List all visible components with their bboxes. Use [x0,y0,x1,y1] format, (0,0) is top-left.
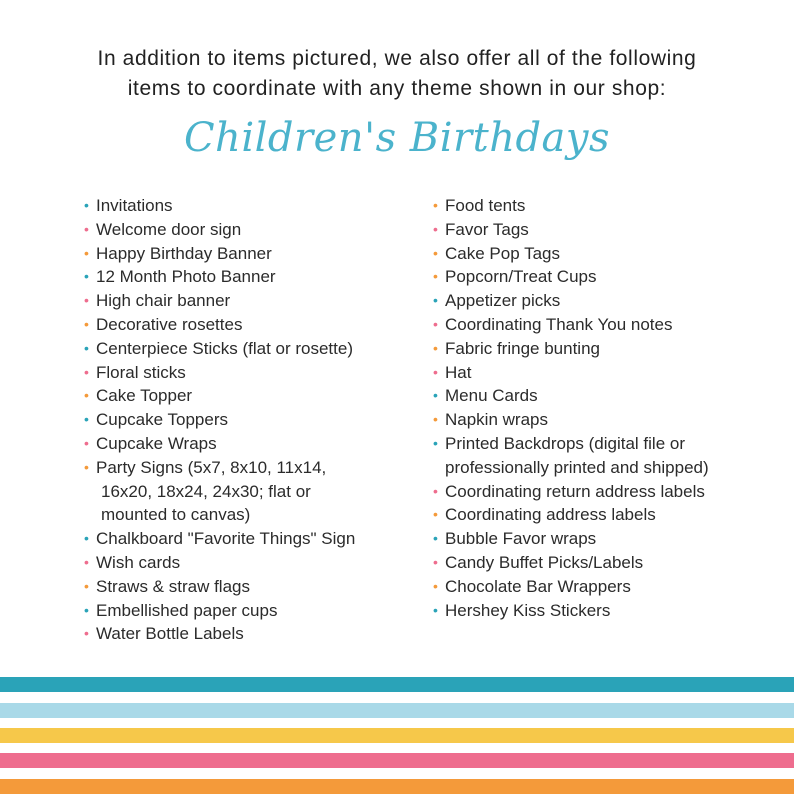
list-item-label: Candy Buffet Picks/Labels [445,552,644,572]
list-item [84,622,414,646]
bullet-icon: • [84,244,89,261]
stripe-pink [0,753,794,768]
bullet-icon: • [84,601,89,618]
list-item [84,289,414,313]
bullet-icon: • [433,363,438,380]
list-item [84,527,414,551]
list-item [84,313,414,337]
bullet-icon: • [84,339,89,356]
list-item [84,218,414,242]
list-item-label: Coordinating address labels [445,505,656,525]
bullet-icon: • [84,625,89,642]
list-item-label: Cupcake Wraps [96,433,217,453]
bullet-icon: • [433,577,438,594]
bullet-icon: • [433,506,438,523]
list-item-label: Decorative rosettes [96,314,243,334]
list-item-label: Wish cards [96,552,181,572]
list-item-label: Coordinating Thank You notes [445,314,673,334]
list-item-line: Party Signs (5x7, 8x10, 11x14, [96,457,327,477]
bullet-icon: • [433,268,438,285]
list-item [84,361,414,385]
list-item [84,242,414,266]
stripe-yellow [0,728,794,743]
decorative-stripes [0,677,794,794]
bullet-icon: • [433,434,438,451]
list-item-label: Hershey Kiss Stickers [445,600,611,620]
bullet-icon: • [433,339,438,356]
list-item-label: Floral sticks [96,362,186,382]
right-item-list [433,194,773,622]
bullet-icon: • [433,220,438,237]
list-item [84,194,414,218]
list-item-label: Menu Cards [445,386,538,406]
bullet-icon: • [433,411,438,428]
list-item [433,551,773,575]
list-item [433,575,773,599]
bullet-icon: • [84,220,89,237]
list-item [433,361,773,385]
list-item-label: Bubble Favor wraps [445,529,597,549]
bullet-icon: • [84,530,89,547]
list-item [433,265,773,289]
list-item-label: Happy Birthday Banner [96,243,272,263]
list-item [433,384,773,408]
intro-line-2: items to coordinate with any theme shown in our shop: [127,77,667,100]
list-item-label: Chalkboard "Favorite Things" Sign [96,529,356,549]
bullet-icon: • [433,530,438,547]
list-item [433,599,773,623]
list-item-label: Appetizer picks [445,291,561,311]
list-item [433,218,773,242]
bullet-icon: • [433,292,438,309]
bullet-icon: • [84,268,89,285]
list-item [433,313,773,337]
list-item-label: Hat [445,362,472,382]
stripe-light-blue [0,703,794,718]
list-item-label: Chocolate Bar Wrappers [445,576,631,596]
page-title: Children's Birthdays [183,115,611,161]
list-item-label: Water Bottle Labels [96,624,244,644]
list-item-label: Centerpiece Sticks (flat or rosette) [96,338,353,358]
list-item-label: Embellished paper cups [96,600,278,620]
list-item [84,265,414,289]
bullet-icon: • [84,458,89,475]
list-item [433,194,773,218]
list-item-label: Popcorn/Treat Cups [445,267,597,287]
bullet-icon: • [84,577,89,594]
list-item-label: Cake Pop Tags [445,243,560,263]
bullet-icon: • [84,363,89,380]
bullet-icon: • [433,387,438,404]
bullet-icon: • [433,553,438,570]
intro-text [0,44,794,104]
list-item [433,242,773,266]
list-item [84,432,414,456]
left-item-list [84,194,414,646]
stripe-orange [0,779,794,794]
list-item [84,599,414,623]
list-item [84,384,414,408]
list-item-label: Cupcake Toppers [96,410,228,430]
list-item [84,575,414,599]
list-item [84,551,414,575]
list-item-line: 16x20, 18x24, 24x30; flat or [101,481,311,501]
bullet-icon: • [84,434,89,451]
bullet-icon: • [84,553,89,570]
list-item-label [96,456,326,527]
list-item-label: Food tents [445,196,526,215]
list-item [433,289,773,313]
list-item-label [445,432,709,480]
list-item [433,432,773,480]
list-item [84,408,414,432]
bullet-icon: • [433,601,438,618]
list-item-line: mounted to canvas) [101,505,251,525]
list-item-label: Cake Topper [96,386,193,406]
list-item-label: 12 Month Photo Banner [96,267,276,287]
list-item [433,408,773,432]
list-item-label: Napkin wraps [445,410,548,430]
bullet-icon: • [84,292,89,309]
list-item-label: Invitations [96,196,173,215]
list-item-label: Welcome door sign [96,219,242,239]
bullet-icon: • [84,197,89,213]
list-item [84,456,414,527]
stripe-teal [0,677,794,692]
list-item-label: Fabric fringe bunting [445,338,600,358]
list-item [433,527,773,551]
list-item-label: Favor Tags [445,219,529,239]
list-item [84,337,414,361]
list-item [433,503,773,527]
bullet-icon: • [84,387,89,404]
bullet-icon: • [433,197,438,213]
list-item-line: professionally printed and shipped) [445,457,709,477]
list-item [433,480,773,504]
list-item-label: Coordinating return address labels [445,481,705,501]
list-item-label: Straws & straw flags [96,576,250,596]
list-item-line: Printed Backdrops (digital file or [445,433,686,453]
intro-line-1: In addition to items pictured, we also offer all of the following [97,47,697,70]
bullet-icon: • [433,244,438,261]
bullet-icon: • [84,411,89,428]
bullet-icon: • [433,482,438,499]
list-item-label: High chair banner [96,291,231,311]
bullet-icon: • [433,315,438,332]
list-item [433,337,773,361]
bullet-icon: • [84,315,89,332]
